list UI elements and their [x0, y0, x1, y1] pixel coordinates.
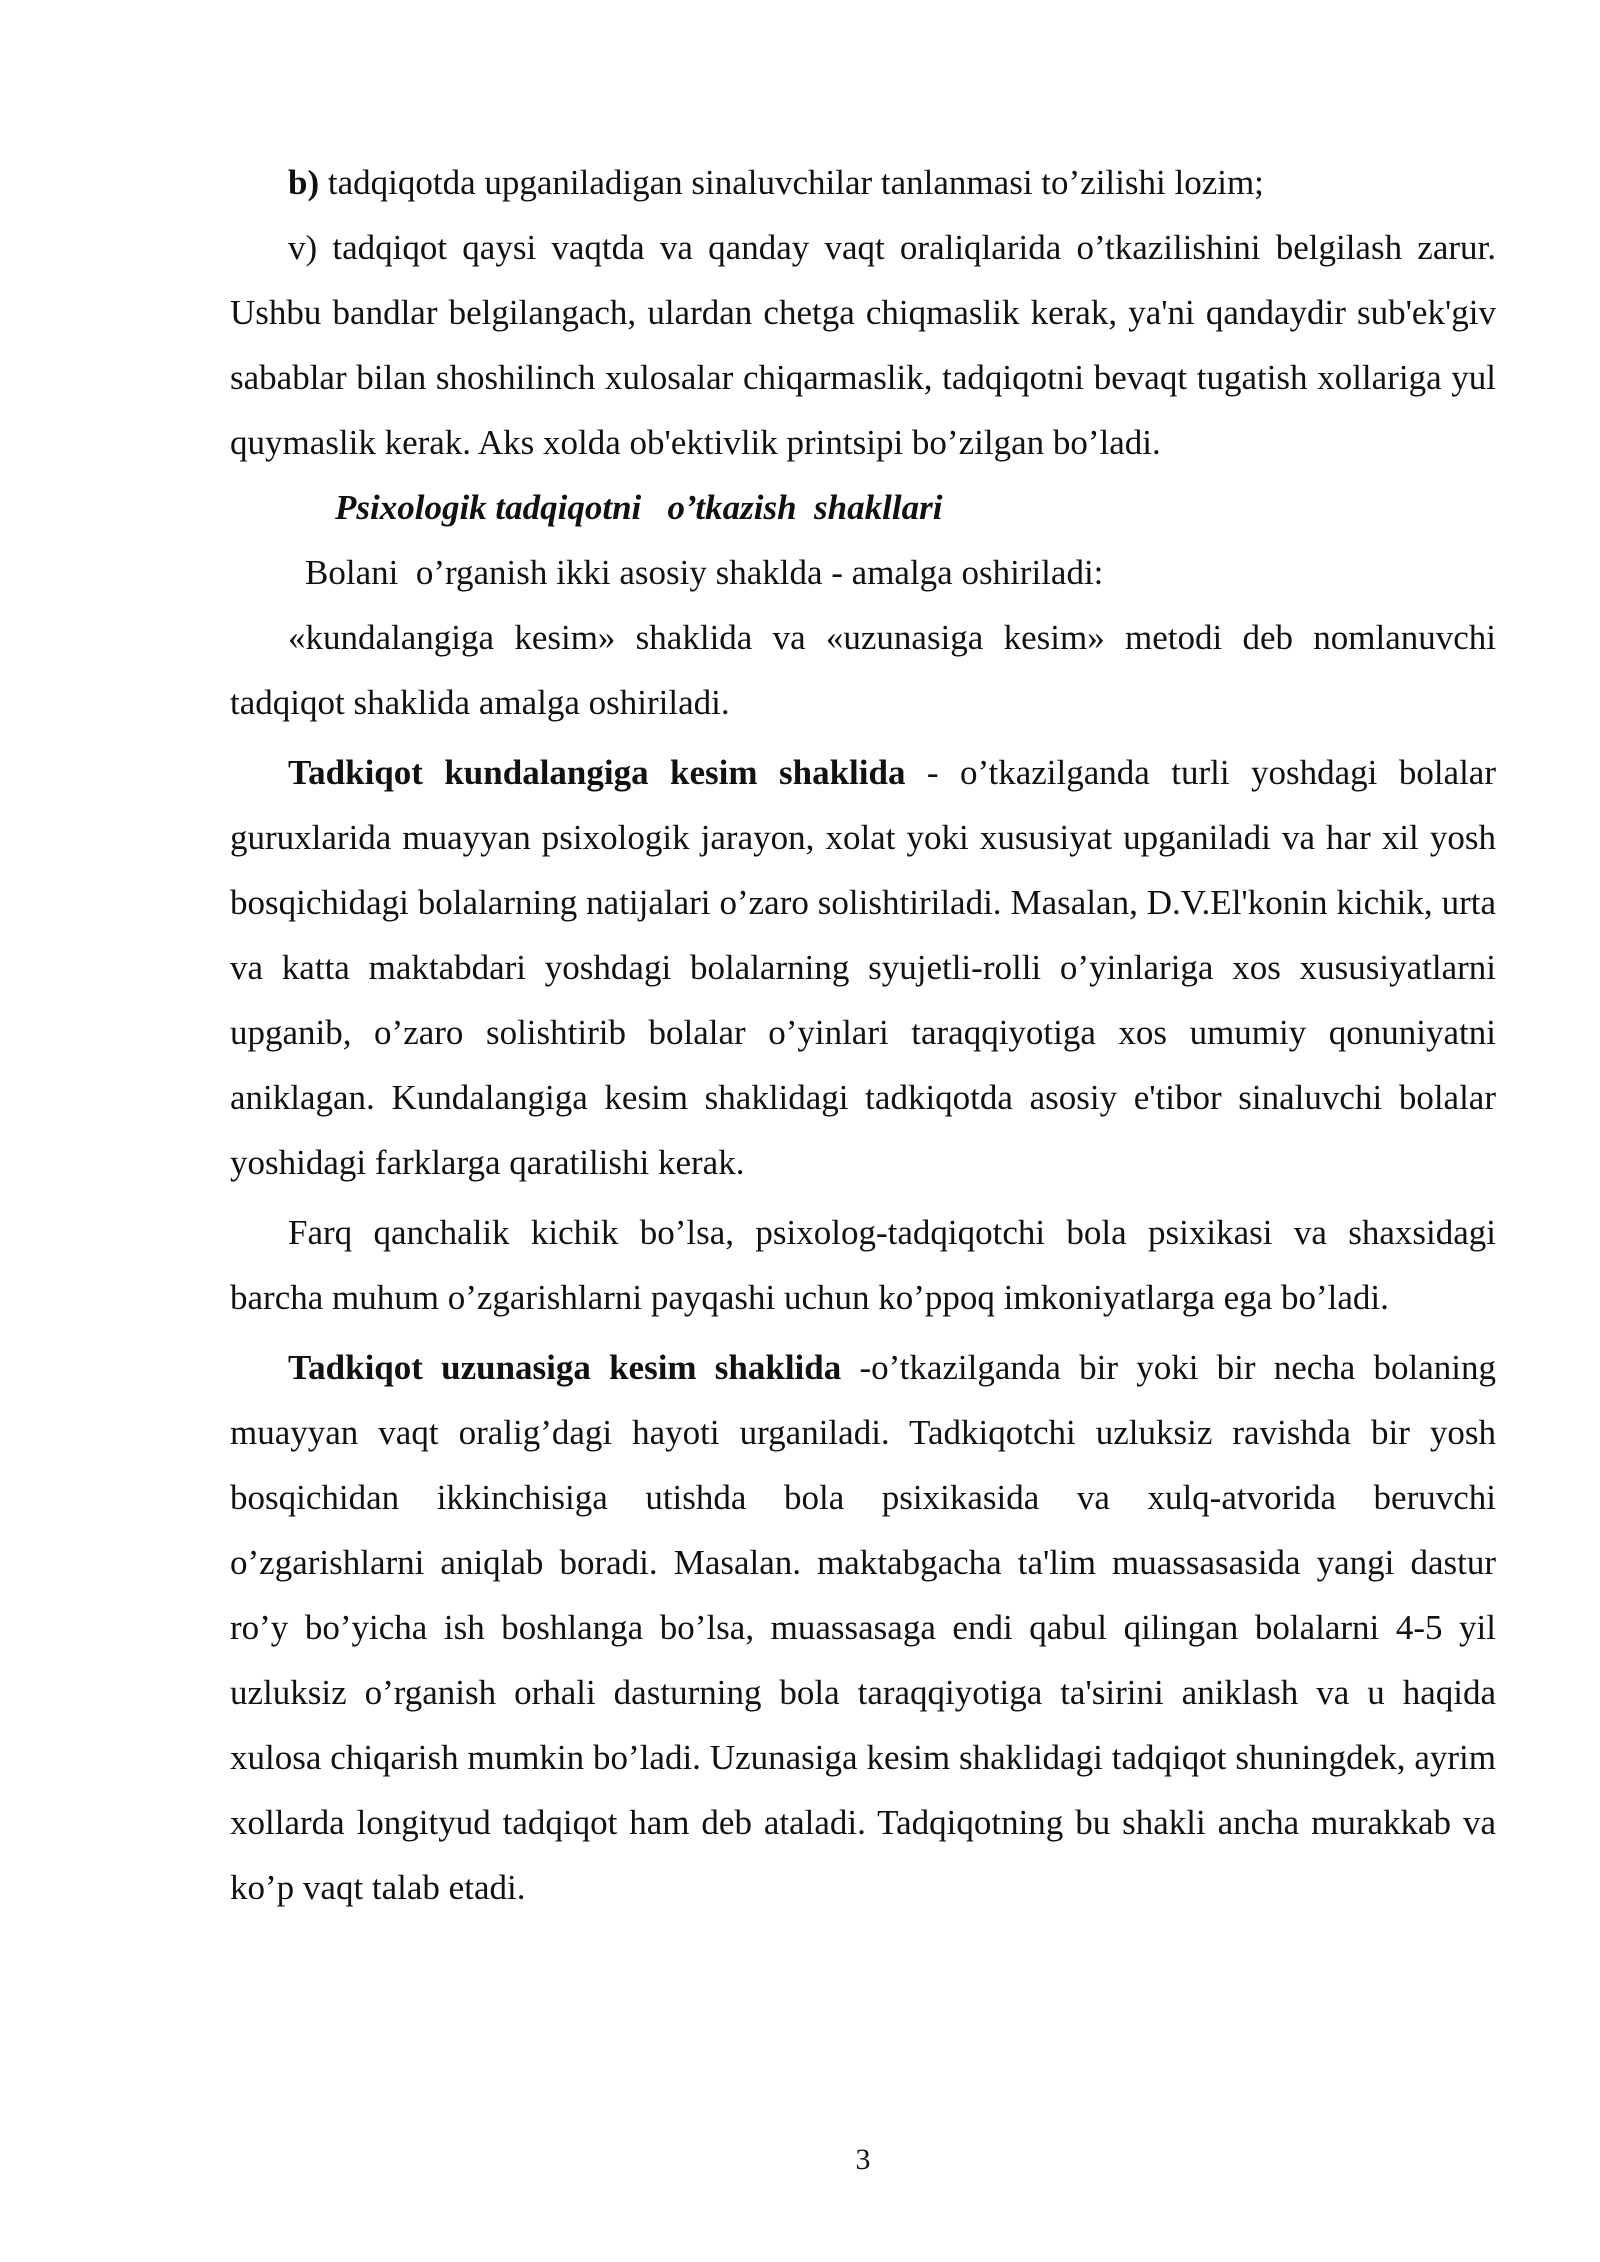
paragraph-cross-section — [230, 740, 1496, 1195]
document-page — [230, 150, 1496, 1920]
difference-text: Farq qanchalik kichik bo’lsa, psixolog-tadqiqotchi bola psixikasi va shaxsidagi barcha muhum o’zgarishlarni payqashi uchun ko’ppoq imkoniyatlarga ega bo’ladi. — [230, 1213, 1496, 1317]
paragraph-b-text: tadqiqotda upganiladigan sinaluvchilar tanlanmasi to’zilishi lozim; — [319, 163, 1264, 202]
paragraph-difference — [230, 1200, 1496, 1330]
paragraph-forms — [230, 605, 1496, 735]
section-heading: Psixologik tadqiqotni o’tkazish shakllari — [335, 488, 943, 527]
paragraph-longitudinal — [230, 1335, 1496, 1920]
longitudinal-term: Tadkiqot uzunasiga kesim shaklida — [288, 1348, 842, 1387]
paragraph-v — [230, 215, 1496, 475]
longitudinal-text: -o’tkazilganda bir yoki bir necha bolaning muayyan vaqt oralig’dagi hayoti urganiladi. Tadkiqotchi uzluksiz ravishda bir yosh bosqichidan ikkinchisiga utishda bola psixikasida va xulq-atvorida beruvchi o’zgarishlarni aniqlab boradi. Masalan. maktabgacha ta'lim muassasasida yangi dastur ro’y bo’yicha ish boshlanga bo’lsa, muassasaga endi qabul qilingan bolalarni 4-5 yil uzluksiz o’rganish orhali dasturning bola taraqqiyotiga ta'sirini aniklash va u haqida xulosa chiqarish mumkin bo’ladi. Uzunasiga kesim shaklidagi tadqiqot shuningdek, ayrim xollarda longityud tadqiqot ham deb ataladi. Tadqiqotning bu shakli ancha murakkab va ko’p vaqt talab etadi. — [230, 1348, 1496, 1907]
page-number: 3 — [855, 2143, 871, 2176]
cross-section-text: - o’tkazilganda turli yoshdagi bolalar guruxlarida muayyan psixologik jarayon, xolat yoki xususiyat upganiladi va har xil yosh bosqichidagi bolalarning natijalari o’zaro solishtiriladi. Masalan, D.V.El'konin kichik, urta va katta maktabdari yoshdagi bolalarning syujetli-rolli o’yinlariga xos xususiyatlarni upganib, o’zaro solishtirib bolalar o’yinlari taraqqiyotiga xos umumiy qonuniyatni aniklagan. Kundalangiga kesim shaklidagi tadkiqotda asosiy e'tibor sinaluvchi bolalar yoshidagi farklarga qaratilishi kerak. — [230, 753, 1496, 1182]
paragraph-b-marker: b) — [288, 163, 320, 202]
cross-section-term: Tadkiqot kundalangiga kesim shaklida — [288, 753, 906, 792]
paragraph-v-text: v) tadqiqot qaysi vaqtda va qanday vaqt oraliqlarida o’tkazilishini belgilash zarur. Ushbu bandlar belgilangach, ulardan chetga chiqmaslik kerak, ya'ni qandaydir sub'ek'giv sabablar bilan shoshilinch xulosalar chiqarmaslik, tadqiqotni bevaqt tugatish xollariga yul quymaslik kerak. Aks xolda ob'ektivlik printsipi bo’zilgan bo’ladi. — [230, 228, 1496, 462]
paragraph-forms-text: «kundalangiga kesim» shaklida va «uzunasiga kesim» metodi deb nomlanuvchi tadqiqot shaklida amalga oshiriladi. — [230, 618, 1496, 722]
paragraph-intro: Bolani o’rganish ikki asosiy shaklda - amalga oshiriladi: — [305, 553, 1104, 592]
paragraph-b — [230, 150, 1496, 215]
